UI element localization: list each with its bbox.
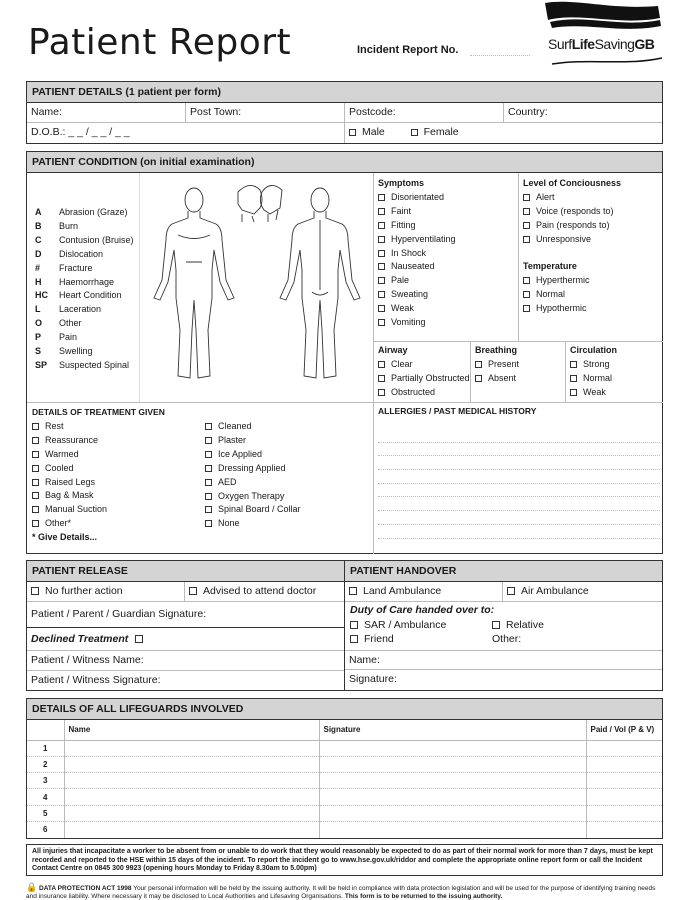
treatment-item[interactable]: Raised Legs bbox=[32, 476, 165, 490]
airway-item[interactable]: Clear bbox=[378, 358, 470, 372]
patient-details-section bbox=[26, 81, 663, 144]
treatment-item[interactable]: Cooled bbox=[32, 462, 165, 476]
lifeguard-paid-cell[interactable] bbox=[586, 805, 662, 821]
temperature-item[interactable]: Hypothermic bbox=[523, 302, 590, 316]
legend-item: HC Heart Condition bbox=[35, 290, 122, 301]
patient-condition-heading: PATIENT CONDITION (on initial examination) bbox=[27, 152, 662, 173]
patient-release-heading: PATIENT RELEASE bbox=[27, 561, 344, 582]
symptom-item[interactable]: Faint bbox=[378, 205, 456, 219]
consciousness-item[interactable]: Pain (responds to) bbox=[523, 219, 621, 233]
legend-item: # Fracture bbox=[35, 262, 93, 273]
temperature-item[interactable]: Hyperthermic bbox=[523, 274, 590, 288]
surf-life-saving-logo bbox=[540, 0, 665, 70]
symptoms-title: Symptoms bbox=[378, 178, 425, 188]
symptom-item[interactable]: Vomiting bbox=[378, 316, 456, 330]
lifeguard-name-cell[interactable] bbox=[64, 805, 319, 821]
patient-details-heading: PATIENT DETAILS (1 patient per form) bbox=[27, 82, 662, 103]
give-details-label: * Give Details... bbox=[32, 532, 98, 543]
relative-option[interactable]: Relative bbox=[492, 618, 544, 632]
data-protection-return: This form is to be returned to the issuing authority. bbox=[344, 893, 503, 900]
treatment-list-1 bbox=[32, 406, 165, 545]
declined-label: Declined Treatment bbox=[31, 633, 129, 645]
lifeguard-paid-cell[interactable] bbox=[586, 773, 662, 789]
circulation-item[interactable]: Normal bbox=[570, 372, 617, 386]
breathing-item[interactable]: Absent bbox=[475, 372, 519, 386]
treatment-item[interactable]: Spinal Board / Collar bbox=[205, 503, 301, 517]
handover-options-row bbox=[345, 582, 662, 602]
circulation-title: Circulation bbox=[570, 345, 618, 355]
patient-release-section bbox=[26, 560, 345, 691]
legend-item: SP Suspected Spinal bbox=[35, 359, 130, 370]
legend-item: P Pain bbox=[35, 332, 78, 343]
symptom-item[interactable]: In Shock bbox=[378, 247, 456, 261]
lifeguard-name-cell[interactable] bbox=[64, 789, 319, 805]
advised-doctor-option[interactable]: Advised to attend doctor bbox=[185, 582, 344, 601]
consciousness-item[interactable]: Voice (responds to) bbox=[523, 205, 621, 219]
table-row: 3 bbox=[27, 773, 662, 789]
breathing-list bbox=[475, 344, 519, 386]
treatment-item[interactable]: Other* bbox=[32, 517, 165, 531]
lifeguard-signature-cell[interactable] bbox=[319, 821, 586, 837]
treatment-item[interactable]: Dressing Applied bbox=[205, 462, 301, 476]
post-town-field[interactable]: Post Town: bbox=[186, 103, 345, 122]
female-label: Female bbox=[423, 126, 459, 138]
patient-details-row-2 bbox=[27, 123, 662, 143]
circulation-item[interactable]: Weak bbox=[570, 386, 617, 400]
no-further-option[interactable]: No further action bbox=[27, 582, 185, 601]
lifeguard-name-cell[interactable] bbox=[64, 740, 319, 756]
breathing-item[interactable]: Present bbox=[475, 358, 519, 372]
consciousness-list bbox=[523, 177, 621, 247]
duty-of-care-options bbox=[345, 618, 662, 646]
lifeguard-signature-cell[interactable] bbox=[319, 789, 586, 805]
sar-option[interactable]: SAR / Ambulance bbox=[350, 618, 492, 632]
col-name-header: Name bbox=[64, 720, 319, 740]
legend-item: D Dislocation bbox=[35, 248, 104, 259]
treatment-list-2 bbox=[205, 420, 301, 531]
air-ambulance-option[interactable]: Air Ambulance bbox=[503, 582, 662, 601]
treatment-item[interactable]: Cleaned bbox=[205, 420, 301, 434]
temperature-title: Temperature bbox=[523, 261, 577, 271]
incident-report-field[interactable] bbox=[470, 55, 530, 56]
postcode-field[interactable]: Postcode: bbox=[345, 103, 504, 122]
table-row: 2 bbox=[27, 756, 662, 772]
lifeguard-paid-cell[interactable] bbox=[586, 821, 662, 837]
other-field[interactable]: Other: bbox=[492, 633, 522, 645]
treatment-item[interactable]: Reassurance bbox=[32, 434, 165, 448]
lifeguard-paid-cell[interactable] bbox=[586, 740, 662, 756]
lifeguard-name-cell[interactable] bbox=[64, 821, 319, 837]
handover-signature-field[interactable]: Signature: bbox=[349, 673, 397, 685]
data-protection-text: Your personal information will be held by the issuing authority. It will be held in compliance with data protection legislation and will be used for the purpose of identifying training needs and insurance liability. Where necessary it may be disclosed to Local Authorities and Lifesaving Organisations. bbox=[26, 885, 656, 900]
data-protection-notice bbox=[26, 883, 666, 900]
gender-options bbox=[345, 123, 662, 143]
patient-handover-heading: PATIENT HANDOVER bbox=[345, 561, 662, 582]
treatment-item[interactable]: AED bbox=[205, 476, 301, 490]
symptom-item[interactable]: Sweating bbox=[378, 288, 456, 302]
symptom-item[interactable]: Disorientated bbox=[378, 191, 456, 205]
lifeguard-signature-cell[interactable] bbox=[319, 756, 586, 772]
lifeguards-section bbox=[26, 698, 663, 839]
symptom-item[interactable]: Pale bbox=[378, 274, 456, 288]
logo-life: Life bbox=[571, 36, 595, 52]
injury-legend bbox=[35, 206, 134, 373]
treatment-item[interactable]: Plaster bbox=[205, 434, 301, 448]
consciousness-item[interactable]: Alert bbox=[523, 191, 621, 205]
consciousness-title: Level of Conciousness bbox=[523, 178, 622, 188]
declined-treatment-row[interactable] bbox=[27, 628, 344, 651]
data-protection-title: DATA PROTECTION ACT 1998 bbox=[39, 885, 132, 892]
guardian-signature-field[interactable]: Patient / Parent / Guardian Signature: bbox=[27, 602, 344, 628]
consciousness-item[interactable]: Unresponsive bbox=[523, 233, 621, 247]
col-paid-header: Paid / Vol (P & V) bbox=[586, 720, 662, 740]
logo-surf: Surf bbox=[548, 36, 572, 52]
lifeguard-name-cell[interactable] bbox=[64, 773, 319, 789]
treatment-item[interactable]: Manual Suction bbox=[32, 503, 165, 517]
symptom-item[interactable]: Fitting bbox=[378, 219, 456, 233]
friend-option[interactable]: Friend bbox=[350, 632, 492, 646]
breathing-title: Breathing bbox=[475, 345, 518, 355]
treatment-title: DETAILS OF TREATMENT GIVEN bbox=[32, 407, 165, 417]
lifeguard-signature-cell[interactable] bbox=[319, 805, 586, 821]
lifeguard-signature-cell[interactable] bbox=[319, 773, 586, 789]
circulation-item[interactable]: Strong bbox=[570, 358, 617, 372]
legend-item: H Haemorrhage bbox=[35, 276, 115, 287]
symptoms-list bbox=[378, 177, 456, 330]
patient-details-row-1 bbox=[27, 103, 662, 123]
lifeguard-paid-cell[interactable] bbox=[586, 789, 662, 805]
riddor-notice: All injuries that incapacitate a worker to be absent from or unable to do work that they would reasonably be expected to do as part of their normal work for more than 7 days, must be kept recorded and reported to the HSE within 15 days of the incident. To report the incident go to www.hse.gov.uk/riddor and complete the appropriate online report form or call the Incident Contact Centre on 0845 300 9923 (opening hours Monday to Friday 8.30am to 5.00pm) bbox=[26, 844, 663, 876]
temperature-item[interactable]: Normal bbox=[523, 288, 590, 302]
legend-item: S Swelling bbox=[35, 346, 93, 357]
table-row: 6 bbox=[27, 821, 662, 837]
legend-item: A Abrasion (Graze) bbox=[35, 207, 128, 217]
airway-item[interactable]: Partially Obstructed bbox=[378, 372, 470, 386]
airway-item[interactable]: Obstructed bbox=[378, 386, 470, 400]
col-signature-header: Signature bbox=[319, 720, 586, 740]
release-options-row bbox=[27, 582, 344, 602]
symptom-item[interactable]: Weak bbox=[378, 302, 456, 316]
declined-checkbox[interactable] bbox=[135, 635, 143, 643]
logo-gb: GB bbox=[634, 36, 655, 52]
lifeguards-table bbox=[27, 720, 662, 838]
witness-name-field[interactable]: Patient / Witness Name: bbox=[27, 651, 344, 671]
lifeguards-heading: DETAILS OF ALL LIFEGUARDS INVOLVED bbox=[27, 699, 662, 720]
treatment-item[interactable]: Ice Applied bbox=[205, 448, 301, 462]
treatment-item[interactable]: Rest bbox=[32, 420, 165, 434]
treatment-item[interactable]: Oxygen Therapy bbox=[205, 490, 301, 504]
temperature-list bbox=[523, 260, 590, 316]
land-ambulance-option[interactable]: Land Ambulance bbox=[345, 582, 503, 601]
allergies-title: ALLERGIES / PAST MEDICAL HISTORY bbox=[378, 406, 537, 416]
incident-report-label: Incident Report No. bbox=[357, 44, 459, 56]
airway-title: Airway bbox=[378, 345, 408, 355]
patient-condition-section bbox=[26, 151, 663, 554]
legend-item: B Burn bbox=[35, 220, 79, 231]
legend-item: L Laceration bbox=[35, 304, 102, 315]
symptom-item[interactable]: Hyperventilating bbox=[378, 233, 456, 247]
legend-item: C Contusion (Bruise) bbox=[35, 234, 134, 245]
treatment-item[interactable]: None bbox=[205, 517, 301, 531]
logo-wordmark bbox=[548, 36, 654, 52]
page-title: Patient Report bbox=[28, 22, 292, 63]
male-checkbox[interactable] bbox=[349, 129, 356, 136]
table-header bbox=[27, 720, 662, 740]
male-label: Male bbox=[362, 126, 385, 138]
treatment-item[interactable]: Warmed bbox=[32, 448, 165, 462]
symptom-item[interactable]: Nauseated bbox=[378, 260, 456, 274]
treatment-item[interactable]: Bag & Mask bbox=[32, 489, 165, 503]
table-row: 4 bbox=[27, 789, 662, 805]
name-field[interactable]: Name: bbox=[27, 103, 186, 122]
duty-of-care-label: Duty of Care handed over to: bbox=[350, 604, 495, 616]
table-row: 1 bbox=[27, 740, 662, 756]
logo-saving: Saving bbox=[594, 36, 635, 52]
lifeguard-signature-cell[interactable] bbox=[319, 740, 586, 756]
body-diagram[interactable] bbox=[142, 180, 372, 390]
dob-field[interactable]: D.O.B.: _ _ / _ _ / _ _ bbox=[27, 123, 345, 143]
lock-icon: 🔒 bbox=[26, 882, 38, 892]
table-row: 5 bbox=[27, 805, 662, 821]
lifeguard-paid-cell[interactable] bbox=[586, 756, 662, 772]
legend-item: O Other bbox=[35, 318, 82, 329]
handover-name-field[interactable]: Name: bbox=[345, 650, 662, 670]
lifeguard-name-cell[interactable] bbox=[64, 756, 319, 772]
country-field[interactable]: Country: bbox=[508, 106, 548, 118]
airway-list bbox=[378, 344, 470, 400]
witness-signature-field[interactable]: Patient / Witness Signature: bbox=[31, 674, 161, 686]
allergies-area[interactable] bbox=[378, 406, 660, 539]
circulation-list bbox=[570, 344, 617, 400]
patient-handover-section bbox=[344, 560, 663, 691]
female-checkbox[interactable] bbox=[411, 129, 418, 136]
